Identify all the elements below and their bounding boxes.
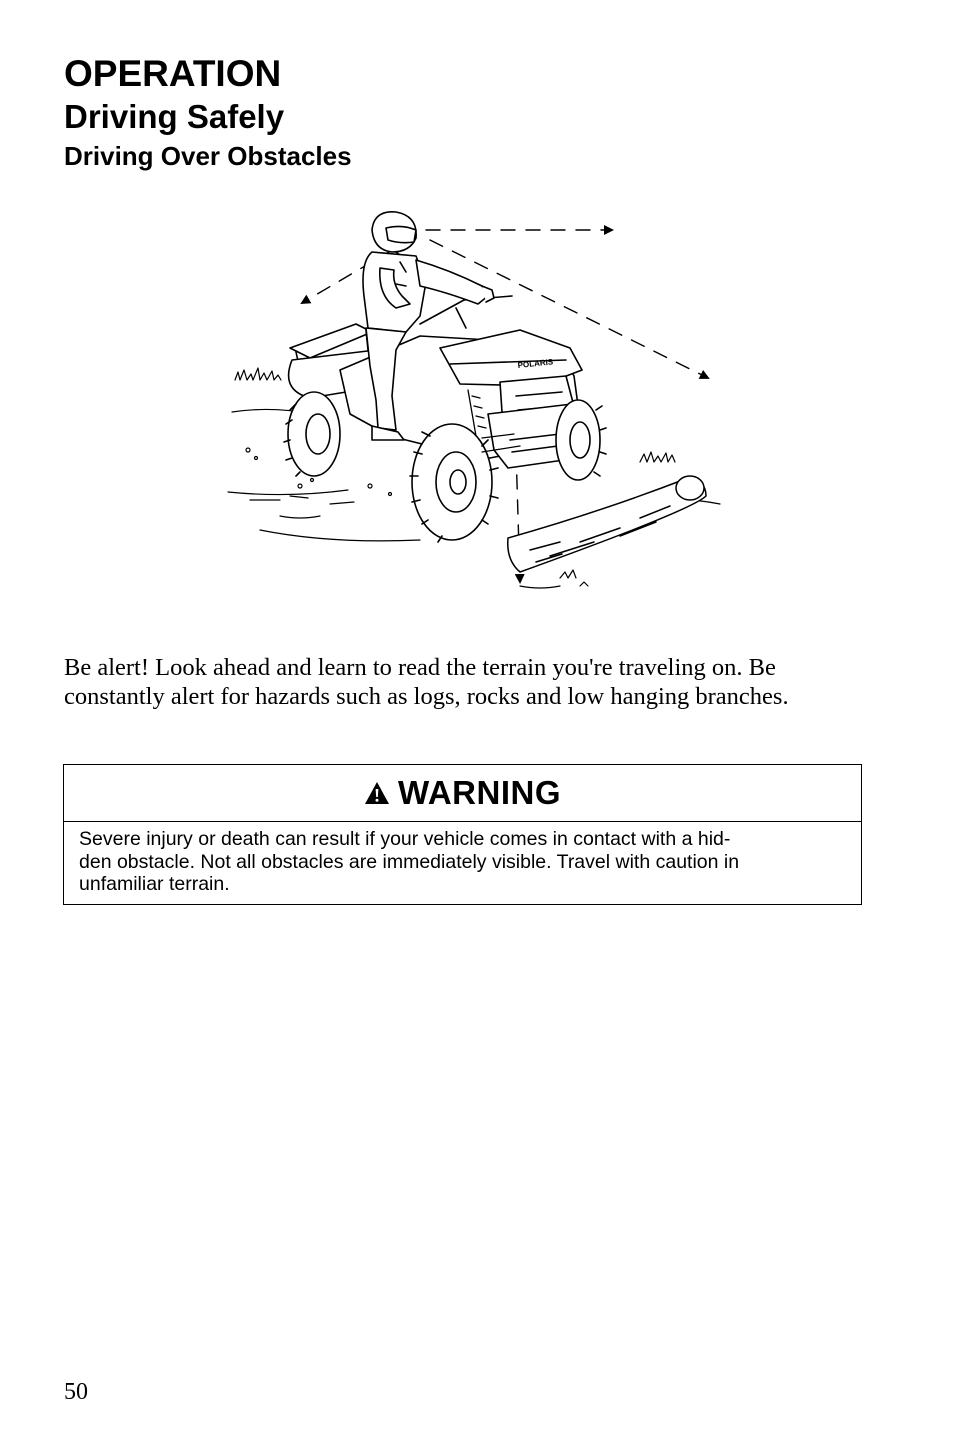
warning-header xyxy=(64,765,861,822)
rear-left-wheel xyxy=(284,392,340,476)
warning-text-line: Severe injury or death can result if your vehicle comes in contact with a hid- xyxy=(79,828,731,850)
warning-text-line: unfamiliar terrain. xyxy=(79,873,230,895)
warning-text xyxy=(64,822,861,896)
page-number: 50 xyxy=(64,1379,88,1405)
log-obstacle xyxy=(508,476,706,572)
topic-title: Driving Over Obstacles xyxy=(64,141,352,171)
chapter-title: Driving Safely xyxy=(64,98,285,135)
front-left-wheel xyxy=(556,400,606,480)
brand-logo-text: POLARIS xyxy=(517,357,554,370)
warning-box xyxy=(63,764,862,905)
warning-text-line: den obstacle. Not all obstacles are immediately visible. Travel with caution in xyxy=(79,850,740,873)
atv-rider-illustration xyxy=(220,200,740,600)
body-paragraph: Be alert! Look ahead and learn to read the terrain you're traveling on. Be constantly alert for hazards such as logs, rocks and low hanging branches. xyxy=(64,654,789,710)
warning-triangle-icon xyxy=(364,781,390,805)
warning-title: WARNING xyxy=(398,774,561,811)
section-title: OPERATION xyxy=(64,53,282,94)
